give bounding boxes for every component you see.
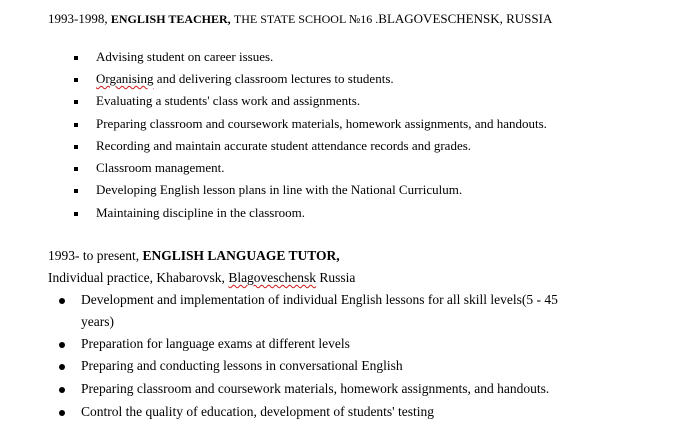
job1-bullet-text: and delivering classroom lectures to students.: [153, 71, 394, 86]
spellcheck-word: Blagoveschensk: [228, 270, 317, 285]
job1-bullet: Evaluating a students' class work and assignments.: [96, 93, 361, 108]
job2-bullet: Preparing and conducting lessons in conversational English: [81, 358, 403, 373]
job2-location: Individual practice, Khabarovsk, Blagoveschensk Russia: [48, 270, 356, 285]
square-bullet-icon: [74, 167, 78, 171]
job1-header: [48, 11, 552, 27]
square-bullet-icon: [74, 78, 78, 82]
job1-location: BLAGOVESCHENSK, RUSSIA: [378, 11, 553, 26]
job1-bullet: Maintaining discipline in the classroom.: [96, 205, 306, 220]
job1-title: ENGLISH TEACHER,: [110, 12, 231, 26]
job1-bullet: Recording and maintain accurate student attendance records and grades.: [96, 138, 472, 153]
round-bullet-icon: [59, 342, 65, 348]
square-bullet-icon: [74, 123, 78, 127]
job2-bullet: Preparation for language exams at different levels: [81, 336, 350, 351]
square-bullet-icon: [74, 56, 78, 60]
square-bullet-icon: [74, 145, 78, 149]
job2-bullet: Preparing classroom and coursework materials, homework assignments, and handouts.: [81, 381, 550, 396]
job2-bullet: Control the quality of education, development of students' testing: [81, 404, 434, 419]
job2-bullet-cont: years): [81, 314, 114, 329]
job1-school: THE STATE SCHOOL №16 .: [233, 12, 379, 26]
square-bullet-icon: [74, 100, 78, 104]
square-bullet-icon: [74, 212, 78, 216]
job1-bullet: Preparing classroom and coursework materials, homework assignments, and handouts.: [96, 116, 547, 131]
job1-bullet: Developing English lesson plans in line with the National Curriculum.: [96, 182, 463, 197]
job1-years: 1993-1998,: [48, 11, 108, 26]
job1-bullet: Advising student on career issues.: [96, 49, 274, 64]
job2-title: ENGLISH LANGUAGE TUTOR: [142, 248, 337, 263]
job1-bullet: [96, 71, 394, 87]
round-bullet-icon: [59, 298, 65, 304]
spellcheck-word: Organising: [96, 71, 154, 86]
job2-header: 1993- to present, ENGLISH LANGUAGE TUTOR,: [48, 248, 340, 263]
round-bullet-icon: [59, 364, 65, 370]
square-bullet-icon: [74, 189, 78, 193]
round-bullet-icon: [59, 410, 65, 416]
job2-years: 1993- to present,: [48, 248, 140, 263]
round-bullet-icon: [59, 387, 65, 393]
job1-bullet: Classroom management.: [96, 160, 225, 175]
job2-bullet: Development and implementation of individual English lessons for all skill levels(5 - 45: [81, 292, 558, 307]
